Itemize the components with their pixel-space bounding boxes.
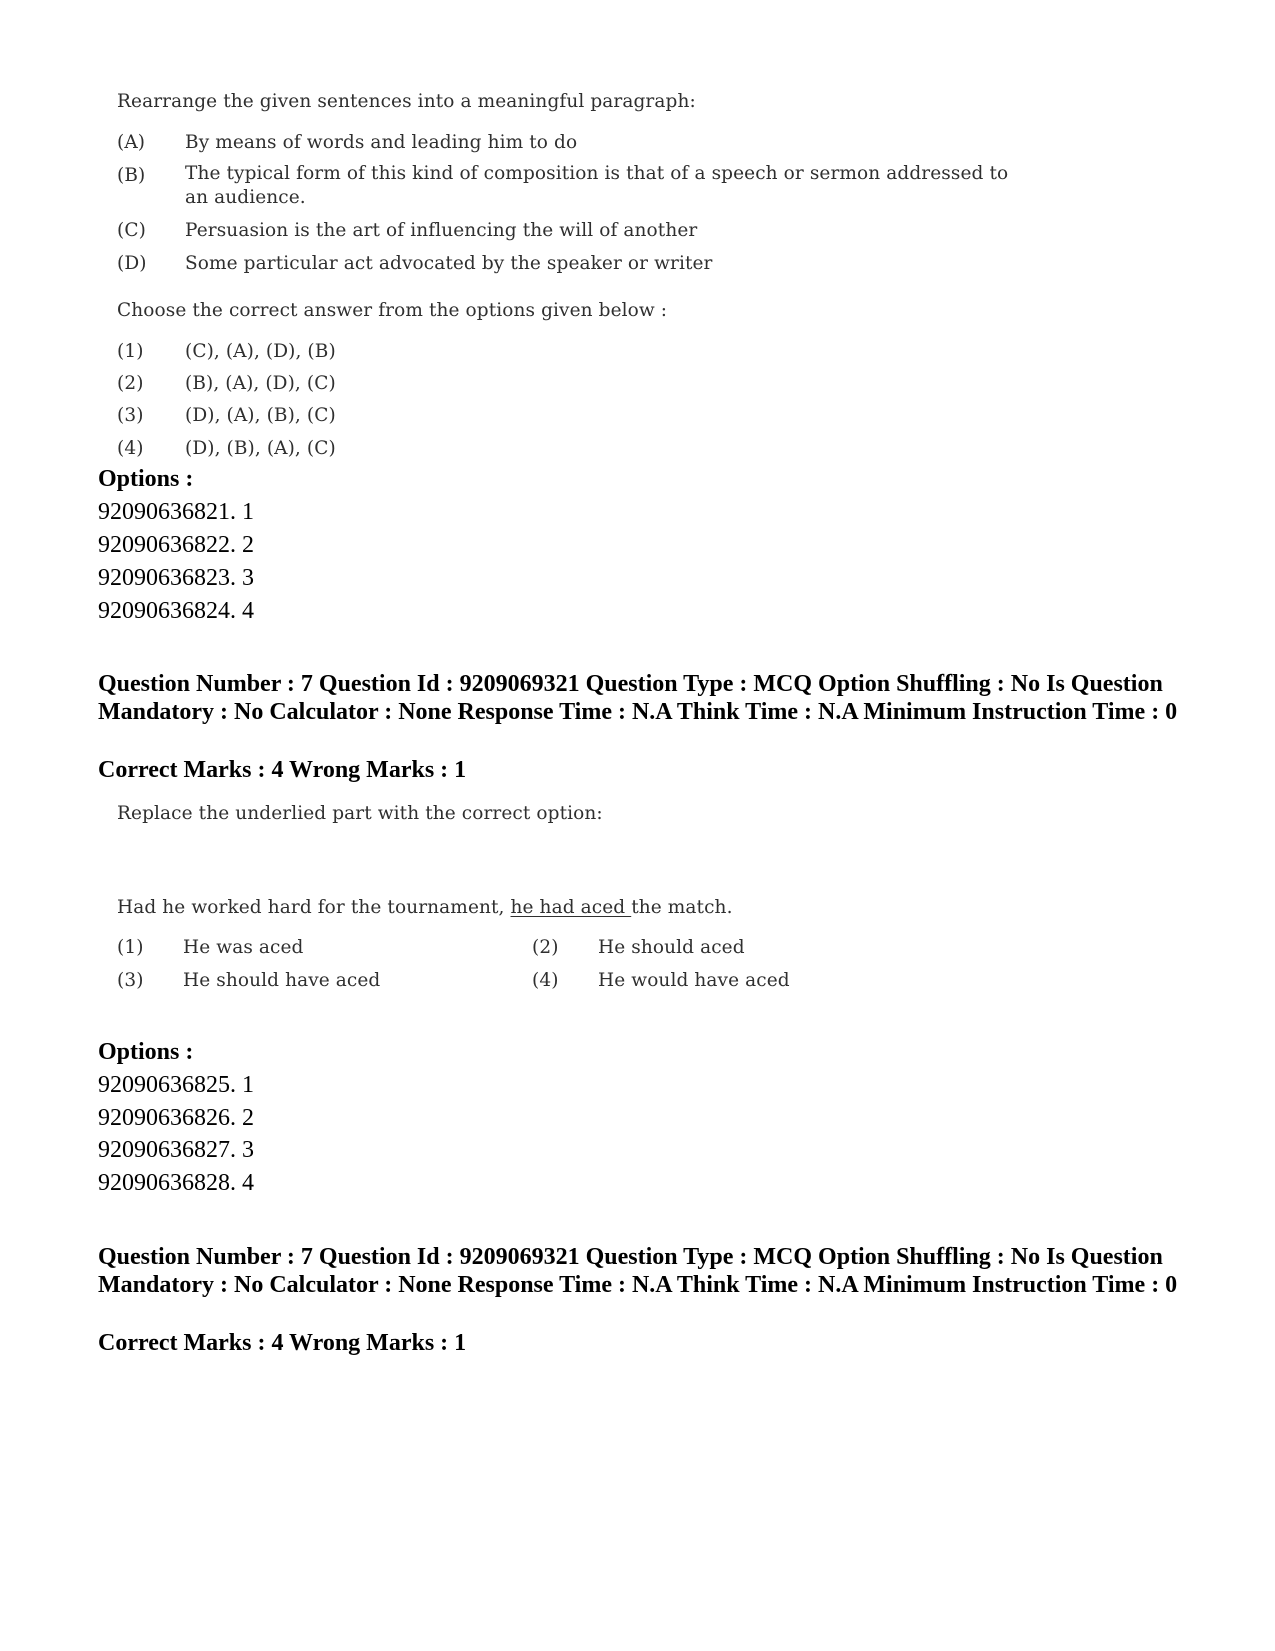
q7-option-2: 92090636826. 2 (98, 1105, 254, 1131)
q7-options-heading: Options : (98, 1039, 194, 1065)
choice-text: (D), (B), (A), (C) (185, 438, 336, 459)
choice-text: He was aced (183, 937, 304, 958)
q6-choose-text: Choose the correct answer from the options given below : (117, 300, 668, 321)
sentence-text: By means of words and leading him to do (185, 132, 578, 153)
choice-text: (B), (A), (D), (C) (185, 373, 336, 394)
q7-option-1: 92090636825. 1 (98, 1072, 254, 1098)
q7-sentence-before: Had he worked hard for the tournament, (117, 897, 511, 918)
q7-sentence-after: the match. (631, 897, 733, 918)
q6-option-3: 92090636823. 3 (98, 565, 254, 591)
q6-option-4: 92090636824. 4 (98, 598, 254, 624)
q7-instruction: Replace the underlied part with the correct option: (117, 803, 603, 824)
choice-label: (4) (117, 438, 144, 459)
choice-text: He should aced (598, 937, 745, 958)
choice-label: (4) (532, 970, 559, 991)
sentence-label: (C) (117, 220, 146, 241)
sentence-label: (B) (117, 165, 146, 186)
choice-text: He should have aced (183, 970, 381, 991)
q7-sentence-underlined: he had aced (510, 897, 632, 918)
choice-label: (2) (532, 937, 559, 958)
q7-meta: Question Number : 7 Question Id : 9209069321 Question Type : MCQ Option Shuffling : No Is Question Mandatory : No Calculator : None Response Time : N.A Think Time : N.A Minimum Instruction Time : 0 (98, 671, 1178, 725)
sentence-text: The typical form of this kind of composition is that of a speech or sermon addressed to an audience. (185, 163, 1009, 208)
q7-sentence (117, 897, 733, 918)
q8-marks: Correct Marks : 4 Wrong Marks : 1 (98, 1330, 467, 1356)
sentence-text: Persuasion is the art of influencing the will of another (185, 220, 698, 241)
choice-label: (3) (117, 405, 144, 426)
q6-option-2: 92090636822. 2 (98, 532, 254, 558)
q8-meta: Question Number : 7 Question Id : 9209069321 Question Type : MCQ Option Shuffling : No Is Question Mandatory : No Calculator : None Response Time : N.A Think Time : N.A Minimum Instruction Time : 0 (98, 1244, 1178, 1298)
q7-marks: Correct Marks : 4 Wrong Marks : 1 (98, 757, 467, 783)
sentence-label: (D) (117, 253, 147, 274)
q7-option-4: 92090636828. 4 (98, 1170, 254, 1196)
q7-option-3: 92090636827. 3 (98, 1137, 254, 1163)
q6-instruction: Rearrange the given sentences into a meaningful paragraph: (117, 91, 696, 112)
sentence-label: (A) (117, 132, 146, 153)
choice-text: He would have aced (598, 970, 790, 991)
sentence-text: Some particular act advocated by the speaker or writer (185, 253, 713, 274)
choice-text: (C), (A), (D), (B) (185, 341, 336, 362)
choice-label: (3) (117, 970, 144, 991)
q6-options-heading: Options : (98, 466, 194, 492)
choice-label: (1) (117, 937, 144, 958)
choice-label: (2) (117, 373, 144, 394)
choice-text: (D), (A), (B), (C) (185, 405, 336, 426)
q6-option-1: 92090636821. 1 (98, 499, 254, 525)
choice-label: (1) (117, 341, 144, 362)
